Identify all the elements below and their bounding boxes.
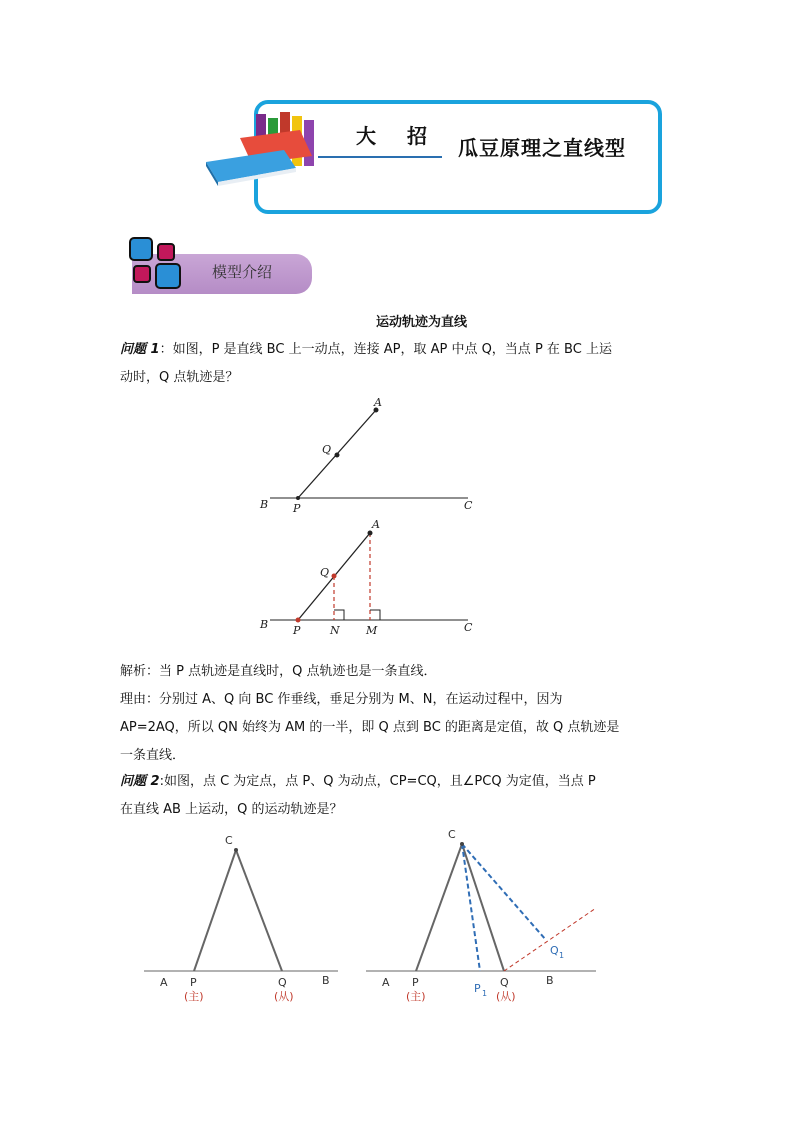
fig4-label-q1: Q	[550, 944, 559, 957]
fig4-label-p: P	[412, 976, 419, 989]
problem2-line1: :如图，点 C 为定点，点 P、Q 为动点，CP=CQ，且∠PCQ 为定值，当点 P	[159, 774, 596, 789]
analysis-line4: 一条直线．	[120, 748, 186, 763]
books-icon	[200, 110, 330, 190]
problem1-text	[120, 336, 620, 392]
header-label: 大 招	[356, 124, 439, 148]
fig4-label-c: C	[448, 828, 456, 841]
problem2-text	[120, 768, 620, 824]
problem2-label: 问题 2	[120, 774, 160, 789]
fig3-label-q: Q	[278, 976, 287, 989]
figure2-diagram	[250, 514, 490, 642]
fig4-label-p1: P	[474, 982, 481, 995]
fig4-label-b: B	[546, 974, 554, 987]
fig2-label-a: A	[372, 518, 380, 531]
fig3-label-master: (主)	[184, 990, 204, 1003]
analysis-line3: AP=2AQ，所以 QN 始终为 AM 的一半，即 Q 点到 BC 的距离是定值，故 Q 点轨迹是	[120, 720, 620, 735]
fig2-label-p: P	[293, 624, 301, 637]
section-banner-label: 模型介绍	[212, 263, 273, 281]
fig3-label-c: C	[225, 834, 233, 847]
fig3-label-a: A	[160, 976, 168, 989]
fig2-label-b: B	[260, 618, 269, 631]
problem1-line2: 动时，Q 点轨迹是？	[120, 370, 239, 385]
figure1-diagram	[250, 392, 490, 518]
fig4-label-q: Q	[500, 976, 509, 989]
fig2-label-n: N	[330, 624, 340, 637]
fig2-label-q: Q	[320, 566, 330, 579]
fig4-label-a: A	[382, 976, 390, 989]
fig1-label-p: P	[293, 502, 301, 515]
fig2-label-c: C	[464, 621, 473, 634]
problem2-line2: 在直线 AB 上运动，Q 的运动轨迹是？	[120, 802, 343, 817]
page-title: 瓜豆原理之直线型	[458, 136, 626, 160]
analysis-text	[120, 658, 620, 770]
figure3-diagram	[140, 826, 350, 1012]
grid-icon	[128, 236, 184, 294]
problem1-label: 问题 1	[120, 342, 160, 357]
fig4-label-slave: (从)	[496, 990, 516, 1003]
fig1-label-b: B	[260, 498, 269, 511]
fig3-label-slave: (从)	[274, 990, 294, 1003]
header-underline	[318, 156, 442, 158]
fig4-label-q1-sub: 1	[559, 951, 565, 960]
fig2-label-m: M	[366, 624, 378, 637]
fig1-label-a: A	[374, 396, 382, 409]
fig1-label-c: C	[464, 499, 473, 512]
analysis-line1: 解析：当 P 点轨迹是直线时，Q 点轨迹也是一条直线．	[120, 664, 437, 679]
fig4-label-master: (主)	[406, 990, 426, 1003]
fig1-label-q: Q	[322, 443, 332, 456]
fig3-label-b: B	[322, 974, 330, 987]
fig4-label-p1-sub: 1	[482, 989, 488, 998]
section-title: 运动轨迹为直线	[376, 315, 468, 330]
fig3-label-p: P	[190, 976, 197, 989]
figure4-diagram	[362, 826, 608, 1012]
problem1-line1: ：如图，P 是直线 BC 上一动点，连接 AP，取 AP 中点 Q，当点 P 在 BC 上运	[159, 342, 612, 357]
analysis-line2: 理由：分别过 A、Q 向 BC 作垂线，垂足分别为 M、N，在运动过程中，因为	[120, 692, 563, 707]
